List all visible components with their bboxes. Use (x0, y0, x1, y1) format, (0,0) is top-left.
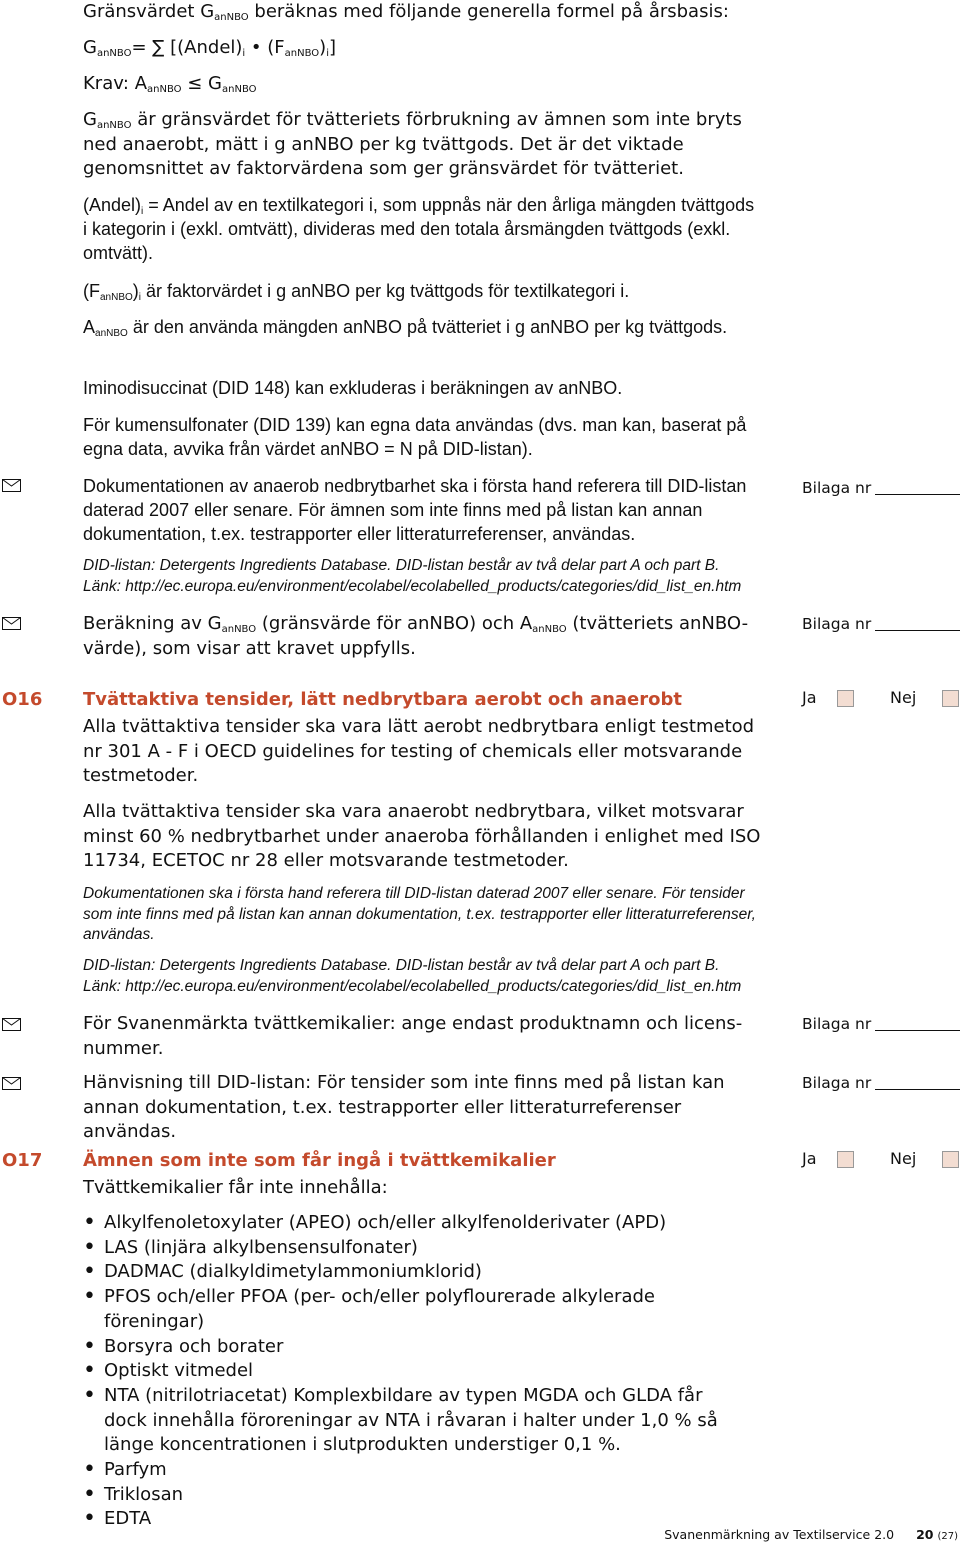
o16-aerob-text: Alla tvättaktiva tensider ska vara lätt aerobt nedbrytbara enligt testmetod nr 301 A - F i OECD guidelines for testing of chemicals eller motsvarande testmetoder. (83, 716, 755, 786)
sub: anNBO (95, 328, 128, 339)
bilaga-field[interactable] (802, 615, 960, 633)
sub: anNBO (147, 84, 182, 95)
bilaga-field[interactable] (802, 479, 960, 497)
formula-intro (83, 0, 763, 25)
sub: anNBO (96, 120, 132, 131)
list-item: • DADMAC (dialkyldimetylammoniumklorid) (83, 1260, 743, 1285)
doc-anaerob: Dokumentationen av anaerob nedbrytbarhet ska i första hand referera till DID-listan daterad 2007 eller senare. För ämnen som inte finns med på listan kan annan dokumentation, t.ex. testrapporter eller litteraturreferenser, användas. (83, 476, 747, 544)
list-item: • Triklosan (83, 1483, 743, 1508)
bilaga-line[interactable] (875, 1089, 960, 1090)
list-item: • Borsyra och borater (83, 1335, 743, 1360)
list-item: • Alkylfenoletoxylater (APEO) och/eller alkylfenolderivater (APD) (83, 1211, 743, 1236)
def-f (83, 279, 763, 303)
formula-krav (83, 72, 763, 97)
sub: anNBO (214, 12, 249, 23)
did-info-2: DID-listan: Detergents Ingredients Database. DID-listan består av två delar part A och part B. (83, 957, 720, 974)
sub: anNBO (221, 624, 257, 635)
footer-doc-title: Svanenmärkning av Textilservice 2.0 (664, 1527, 895, 1542)
ja-label: Ja (802, 1149, 817, 1168)
requirement-title-o16: Tvättaktiva tensider, lätt nedbrytbara aerobt och anaerobt (83, 689, 682, 710)
footer-page-total: (27) (937, 1531, 958, 1542)
sub: i (242, 48, 246, 59)
def-f-pre: (F (83, 281, 100, 301)
forbidden-substances-list (83, 1211, 743, 1532)
sub: i (141, 206, 144, 217)
calc-mid: (gränsvärde för anNBO) och A (256, 613, 533, 634)
formula-intro-text: Gränsvärdet G (83, 1, 215, 22)
def-a (83, 315, 763, 339)
page-footer (664, 1527, 958, 1542)
bilaga-line[interactable] (875, 494, 960, 495)
bilaga-label: Bilaga nr (802, 1074, 872, 1092)
o16-req-did: Hänvisning till DID-listan: För tensider som inte finns med på listan kan annan dokumentation, t.ex. testrapporter eller litteraturreferenser användas. (83, 1072, 725, 1142)
list-item: • Optiskt vitmedel (83, 1359, 743, 1384)
nej-checkbox[interactable] (942, 690, 959, 707)
def-g-text: är gränsvärdet för tvätteriets förbrukning av ämnen som inte bryts ned anaerobt, mätt i g anNBO per kg tvättgods. Det är det viktade genomsnittet av faktorvärdena som ger gränsvärdet för tvätteriet. (83, 109, 742, 179)
sub: anNBO (284, 48, 320, 59)
requirement-title-o17: Ämnen som inte som får ingå i tvättkemikalier (83, 1150, 556, 1171)
def-a-text: är den använda mängden anNBO på tvätteriet i g anNBO per kg tvättgods. (127, 317, 728, 337)
footer-page-number: 20 (916, 1527, 934, 1542)
ja-checkbox[interactable] (837, 1151, 854, 1168)
ja-label: Ja (802, 688, 817, 707)
o17-intro: Tvättkemikalier får inte innehålla: (83, 1177, 388, 1198)
ja-checkbox[interactable] (837, 690, 854, 707)
def-a-letter: A (83, 317, 96, 337)
krav-text: Krav: A (83, 73, 148, 94)
bilaga-line[interactable] (875, 630, 960, 631)
list-item: • Parfym (83, 1458, 743, 1483)
bilaga-line[interactable] (875, 1030, 960, 1031)
sub: anNBO (222, 84, 257, 95)
bilaga-label: Bilaga nr (802, 479, 872, 497)
envelope-icon (2, 479, 21, 492)
did-link-2[interactable]: Länk: http://ec.europa.eu/environment/ecolabel/ecolabelled_products/categories/did_list_en.htm (83, 978, 742, 995)
list-item: • PFOS och/eller PFOA (per- och/eller polyflourerade alkylerade föreningar) (83, 1285, 743, 1334)
list-item: • EDTA (83, 1507, 743, 1532)
eq-rest: = ∑ [(Andel) (131, 37, 243, 58)
sub: anNBO (532, 624, 567, 635)
def-g-letter: G (83, 109, 97, 130)
def-andel-text: = Andel av en textilkategori i, som uppnås när den årliga mängden tvättgods i kategorin i (exkl. omtvätt), divideras med den totala årsmängden tvättgods (exkl. omtvätt). (83, 195, 755, 263)
envelope-icon (2, 1077, 21, 1090)
calc-pre: Beräkning av G (83, 613, 222, 634)
imino-note: Iminodisuccinat (DID 148) kan exkluderas i beräkningen av anNBO. (83, 378, 623, 398)
did-link-1[interactable]: Länk: http://ec.europa.eu/environment/ecolabel/ecolabelled_products/categories/did_list_en.htm (83, 578, 742, 595)
def-f-text: är faktorvärdet i g anNBO per kg tvättgods för textilkategori i. (141, 281, 630, 301)
kumen-note: För kumensulfonater (DID 139) kan egna data användas (dvs. man kan, baserat på egna data, avvika från värdet anNBO = N på DID-listan). (83, 415, 747, 459)
list-item: • LAS (linjära alkylbensensulfonater) (83, 1236, 743, 1261)
def-andel (83, 193, 763, 265)
bilaga-field[interactable] (802, 1015, 960, 1033)
envelope-icon (2, 1018, 21, 1031)
eq-end: ) (319, 37, 327, 58)
o16-anaerob-text: Alla tvättaktiva tensider ska vara anaerobt nedbrytbara, vilket motsvarar minst 60 % nedbrytbarhet under anaeroba förhållanden i enlighet med ISO 11734, ECETOC nr 28 eller motsvarande testmetoder. (83, 801, 761, 871)
o16-doc-note: Dokumentationen ska i första hand referera till DID-listan daterad 2007 eller senare. För tensider som inte finns med på listan kan annan dokumentation, t.ex. testrapporter eller litteraturreferenser, användas. (83, 885, 756, 943)
did-info-1: DID-listan: Detergents Ingredients Database. DID-listan består av två delar part A och part B. (83, 557, 720, 574)
def-g (83, 108, 773, 182)
sub: anNBO (100, 292, 133, 303)
calc-end: (tvätteriets anNBO-värde), som visar att kravet uppfylls. (83, 613, 749, 659)
eq-g: G (83, 37, 97, 58)
eq-close: ] (328, 37, 336, 58)
o16-req-product: För Svanenmärkta tvättkemikalier: ange endast produktnamn och licens-nummer. (83, 1013, 743, 1059)
nej-label: Nej (890, 688, 917, 707)
bilaga-label: Bilaga nr (802, 615, 872, 633)
def-f-mid: ) (132, 281, 139, 301)
requirement-number-o17: O17 (2, 1150, 43, 1171)
list-item: • NTA (nitrilotriacetat) Komplexbildare av typen MGDA och GLDA får dock innehålla föroreningar av NTA i råvaran i halter under 1,0 % så länge koncentrationen i slutprodukten understiger 0,1 %. (83, 1384, 743, 1458)
eq-mid: • (F (245, 37, 285, 58)
krav-mid: ≤ G (181, 73, 223, 94)
bilaga-field[interactable] (802, 1074, 960, 1092)
def-andel-pre: (Andel) (83, 195, 142, 215)
bilaga-label: Bilaga nr (802, 1015, 872, 1033)
requirement-number-o16: O16 (2, 689, 43, 710)
formula-equation (83, 36, 763, 61)
sub: anNBO (96, 48, 132, 59)
sub: i (326, 48, 329, 59)
sub: i (138, 292, 142, 303)
nej-checkbox[interactable] (942, 1151, 959, 1168)
formula-intro-rest: beräknas med följande generella formel på årsbasis: (248, 1, 729, 22)
nej-label: Nej (890, 1149, 917, 1168)
envelope-icon (2, 617, 21, 630)
calc-requirement (83, 612, 773, 661)
